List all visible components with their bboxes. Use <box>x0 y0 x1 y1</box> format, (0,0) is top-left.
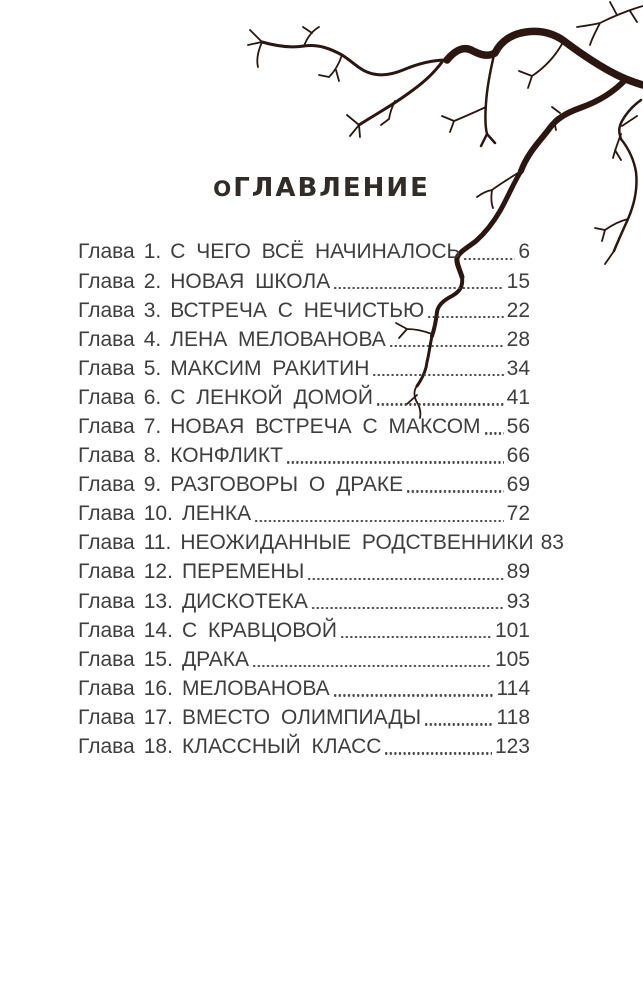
toc-chapter-number: 9. <box>143 473 162 497</box>
toc-page-number: 118 <box>496 705 530 729</box>
toc-entry-label <box>78 678 330 701</box>
toc-entry <box>78 730 530 759</box>
toc-chapter-word: Глава <box>78 356 135 380</box>
toc-chapter-word: Глава <box>78 298 135 322</box>
toc-chapter-word: Глава <box>78 705 135 729</box>
toc-chapter-word: Глава <box>78 502 135 526</box>
toc-entry-label <box>78 474 403 497</box>
page-title: ОГЛАВЛЕНИЕ <box>213 173 430 203</box>
toc-chapter-title: МЕЛОВАНОВА <box>181 676 330 700</box>
toc-chapter-title: НОВАЯ ШКОЛА <box>170 269 331 293</box>
dotted-leader <box>253 665 492 667</box>
toc-chapter-title: ВСТРЕЧА С НЕЧИСТЬЮ <box>170 298 425 322</box>
toc-entry-label <box>78 503 251 526</box>
toc-entry-label <box>78 591 308 614</box>
toc-chapter-title: НЕОЖИДАННЫЕ РОДСТВЕННИКИ <box>180 531 534 555</box>
toc-entry <box>78 235 530 264</box>
toc-page-number: 83 <box>540 531 564 555</box>
toc-chapter-number: 17. <box>143 705 173 729</box>
toc-chapter-number: 10. <box>143 502 173 526</box>
toc-entry <box>78 642 530 671</box>
toc-list <box>78 235 564 759</box>
toc-page-number: 89 <box>506 560 530 584</box>
toc-chapter-title: ЛЕНА МЕЛОВАНОВА <box>170 327 386 351</box>
dotted-leader <box>312 607 504 609</box>
toc-entry <box>78 439 530 468</box>
toc-chapter-word: Глава <box>78 327 135 351</box>
toc-chapter-word: Глава <box>78 589 135 613</box>
toc-chapter-title: КЛАССНЫЙ КЛАСС <box>181 735 382 759</box>
dotted-leader <box>377 403 504 405</box>
toc-entry <box>78 351 530 380</box>
toc-chapter-number: 11. <box>143 531 172 555</box>
toc-page-number: 6 <box>518 240 530 264</box>
toc-entry-label <box>78 416 481 439</box>
toc-chapter-word: Глава <box>78 618 135 642</box>
toc-chapter-word: Глава <box>78 735 135 759</box>
toc-chapter-number: 14. <box>143 618 173 642</box>
dotted-leader <box>428 316 503 318</box>
toc-entry-label <box>78 329 386 352</box>
toc-entry <box>78 671 530 700</box>
toc-entry <box>78 264 530 293</box>
toc-entry-label <box>78 271 330 294</box>
toc-page-number: 41 <box>506 385 530 409</box>
dotted-leader <box>255 520 504 522</box>
toc-page-number: 56 <box>506 414 530 438</box>
toc-page-number: 93 <box>506 589 530 613</box>
toc-entry <box>78 497 530 526</box>
toc-entry-label <box>78 532 534 555</box>
toc-entry <box>78 380 530 409</box>
toc-entry-label <box>78 241 460 264</box>
toc-page-number: 123 <box>494 735 530 759</box>
toc-chapter-number: 13. <box>143 589 173 613</box>
toc-chapter-title: КОНФЛИКТ <box>170 444 283 468</box>
toc-chapter-number: 1. <box>143 240 162 264</box>
toc-chapter-title: ДИСКОТЕКА <box>181 589 308 613</box>
toc-chapter-word: Глава <box>78 531 135 555</box>
toc-page-number: 69 <box>506 473 530 497</box>
toc-page-number: 22 <box>506 298 530 322</box>
toc-entry-label <box>78 707 421 730</box>
toc-chapter-number: 3. <box>143 298 162 322</box>
toc-entry <box>78 468 530 497</box>
toc-chapter-word: Глава <box>78 647 135 671</box>
toc-page-number: 28 <box>506 327 530 351</box>
toc-chapter-title: ДРАКА <box>181 647 250 671</box>
toc-entry-label <box>78 620 337 643</box>
toc-chapter-word: Глава <box>78 414 135 438</box>
toc-chapter-word: Глава <box>78 676 135 700</box>
toc-entry-label <box>78 387 373 410</box>
toc-chapter-number: 2. <box>143 269 162 293</box>
toc-chapter-title: ЛЕНКА <box>181 502 252 526</box>
toc-chapter-word: Глава <box>78 444 135 468</box>
toc-page-number: 101 <box>494 618 530 642</box>
toc-entry <box>78 410 530 439</box>
toc-chapter-word: Глава <box>78 385 135 409</box>
toc-entry-label <box>78 649 249 672</box>
toc-page-number: 34 <box>506 356 530 380</box>
toc-entry-label <box>78 736 381 759</box>
toc-entry-label <box>78 300 424 323</box>
toc-chapter-number: 18. <box>143 735 173 759</box>
toc-chapter-title: С ЧЕГО ВСЁ НАЧИНАЛОСЬ <box>170 240 461 264</box>
toc-entry <box>78 701 530 730</box>
dotted-leader <box>390 345 504 347</box>
toc-chapter-word: Глава <box>78 240 135 264</box>
toc-chapter-number: 7. <box>143 414 162 438</box>
dotted-leader <box>334 287 503 289</box>
toc-entry-label <box>78 445 283 468</box>
dotted-leader <box>287 461 504 463</box>
toc-chapter-word: Глава <box>78 269 135 293</box>
toc-page-number: 15 <box>506 269 530 293</box>
toc-chapter-title: МАКСИМ РАКИТИН <box>170 356 370 380</box>
dotted-leader <box>341 636 492 638</box>
toc-entry-label <box>78 358 369 381</box>
toc-entry <box>78 322 530 351</box>
toc-entry <box>78 293 530 322</box>
toc-chapter-number: 8. <box>143 444 162 468</box>
toc-page-number: 114 <box>496 676 530 700</box>
toc-chapter-number: 6. <box>143 385 162 409</box>
toc-chapter-title: С КРАВЦОВОЙ <box>181 618 337 642</box>
toc-chapter-title: НОВАЯ ВСТРЕЧА С МАКСОМ <box>170 414 481 438</box>
toc-chapter-title: ВМЕСТО ОЛИМПИАДЫ <box>181 705 422 729</box>
toc-chapter-word: Глава <box>78 473 135 497</box>
toc-chapter-number: 4. <box>143 327 162 351</box>
toc-page-number: 105 <box>494 647 530 671</box>
toc-page-number: 72 <box>506 502 530 526</box>
toc-entry <box>78 555 530 584</box>
toc-entry <box>78 584 530 613</box>
toc-chapter-title: ПЕРЕМЕНЫ <box>181 560 305 584</box>
dotted-leader <box>334 694 494 696</box>
toc-chapter-number: 5. <box>143 356 162 380</box>
toc-chapter-number: 15. <box>143 647 173 671</box>
toc-chapter-number: 12. <box>143 560 173 584</box>
dotted-leader <box>385 752 492 754</box>
dotted-leader <box>425 723 493 725</box>
toc-page-number: 66 <box>506 444 530 468</box>
dotted-leader <box>308 578 503 580</box>
toc-chapter-title: РАЗГОВОРЫ О ДРАКЕ <box>170 473 404 497</box>
toc-entry <box>78 526 564 555</box>
toc-chapter-number: 16. <box>143 676 173 700</box>
toc-chapter-word: Глава <box>78 560 135 584</box>
dotted-leader <box>485 432 504 434</box>
toc-entry-label <box>78 561 304 584</box>
dotted-leader <box>464 258 515 260</box>
dotted-leader <box>407 490 503 492</box>
dotted-leader <box>373 374 503 376</box>
toc-chapter-title: С ЛЕНКОЙ ДОМОЙ <box>170 385 373 409</box>
toc-entry <box>78 613 530 642</box>
